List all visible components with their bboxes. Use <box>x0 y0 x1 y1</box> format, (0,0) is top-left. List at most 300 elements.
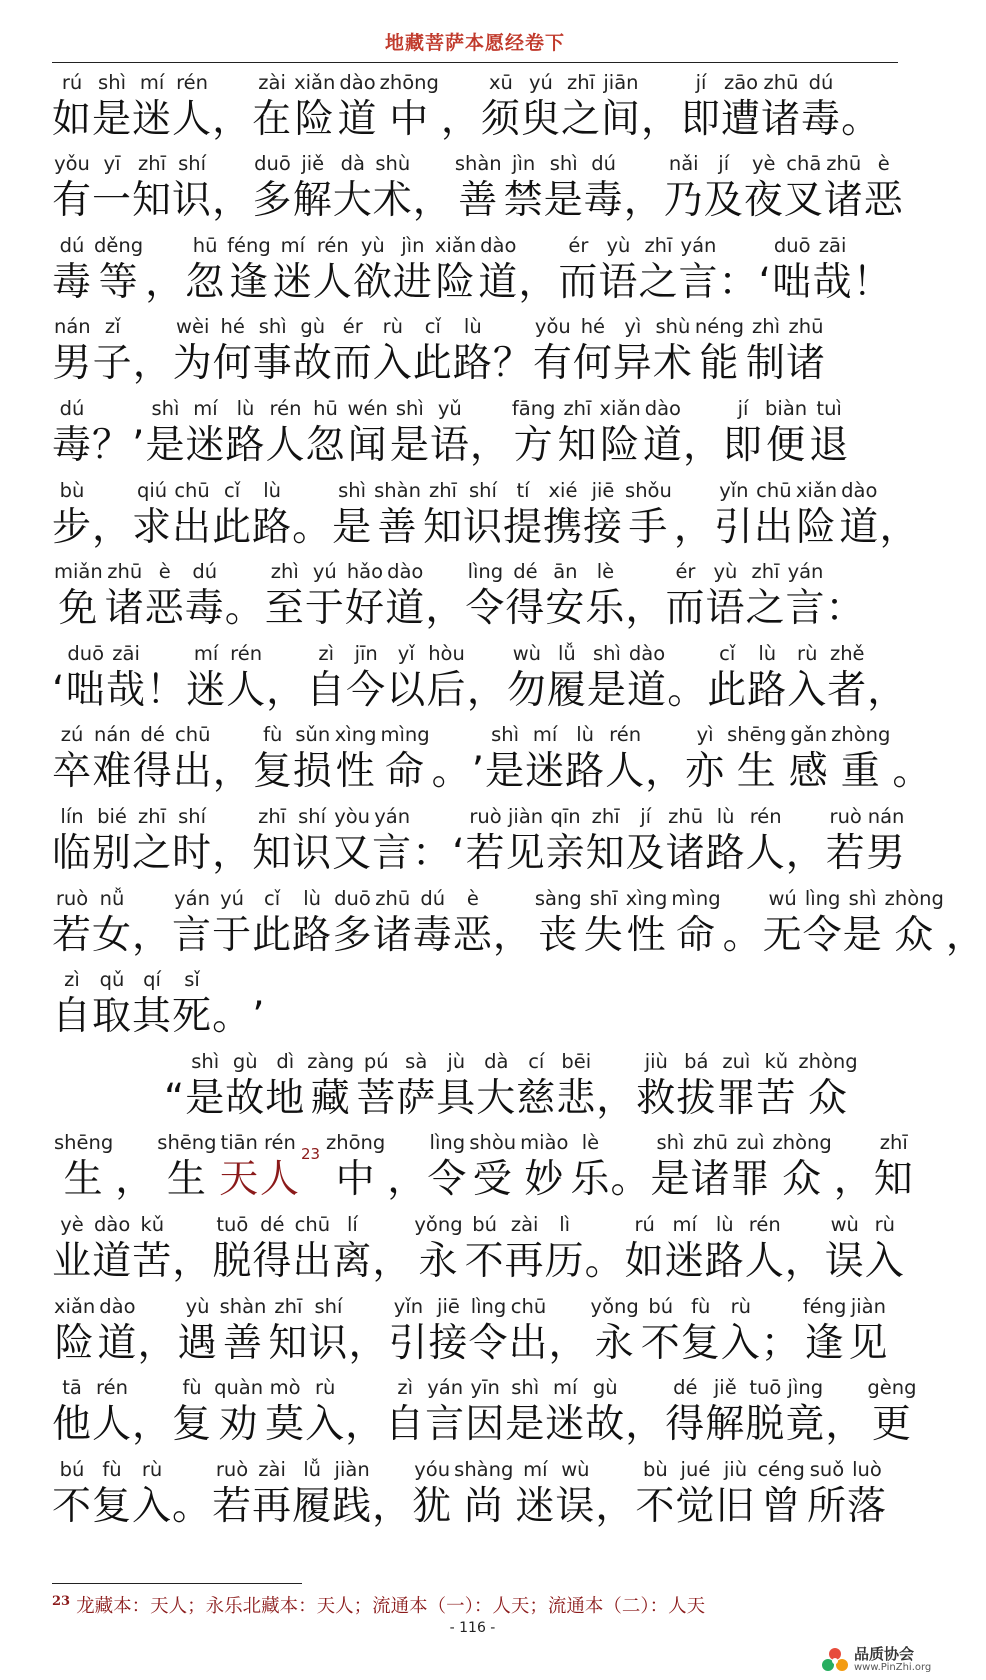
hanzi: 出 <box>508 1320 549 1366</box>
char-group <box>92 153 132 227</box>
pinyin <box>603 1214 607 1236</box>
hanzi: 诸 <box>690 1157 731 1203</box>
hanzi: 险 <box>54 1320 95 1366</box>
hanzi: 迷 <box>185 422 226 468</box>
hanzi: 生 <box>166 1157 207 1203</box>
char-group <box>292 806 332 880</box>
char-group <box>186 643 226 717</box>
pinyin: zàng <box>307 1049 355 1073</box>
pinyin: jiě <box>301 152 325 176</box>
pinyin: chū <box>174 723 211 747</box>
hanzi: ’ <box>132 422 146 468</box>
hanzi: 妙 <box>524 1157 565 1203</box>
char-group <box>423 480 463 554</box>
char-group <box>332 1214 372 1288</box>
pinyin <box>692 480 696 502</box>
pinyin: dé <box>140 723 165 747</box>
char-group <box>292 72 337 146</box>
pinyin: xìng <box>334 723 377 747</box>
char-group <box>705 561 745 635</box>
hanzi: 道 <box>478 259 519 305</box>
char-group <box>848 1296 888 1370</box>
pinyin: yī <box>103 152 121 176</box>
hanzi: 言 <box>425 1402 466 1448</box>
char-group <box>853 235 893 309</box>
hanzi: 恶 <box>452 912 493 958</box>
watermark-url: www.PinZhi.org <box>854 1662 932 1673</box>
char-group <box>557 398 597 472</box>
char-group <box>173 316 213 390</box>
char-group <box>801 1296 849 1370</box>
hanzi: ： <box>825 586 866 632</box>
pinyin <box>511 888 515 910</box>
pinyin <box>310 480 314 502</box>
pinyin: bá <box>684 1049 709 1073</box>
hanzi: 罪 <box>716 1075 757 1121</box>
char-group <box>346 643 386 717</box>
char-group <box>132 806 172 880</box>
pinyin: dào <box>94 1212 131 1236</box>
char-group <box>185 398 225 472</box>
pinyin <box>163 235 167 257</box>
pinyin <box>511 316 515 338</box>
pinyin <box>257 969 261 991</box>
pinyin: bù <box>643 1457 668 1481</box>
hanzi: ， <box>518 259 559 305</box>
hanzi: ， <box>212 749 253 795</box>
char-group <box>595 1459 635 1533</box>
hanzi: 人 <box>226 667 267 713</box>
pinyin: nán <box>54 315 91 339</box>
hanzi: 其 <box>132 994 173 1040</box>
hanzi: 进 <box>392 259 433 305</box>
char-group <box>465 1377 505 1451</box>
footnote-ref[interactable]: 23 <box>300 1144 321 1163</box>
char-group <box>865 1214 905 1288</box>
text-line <box>52 1043 912 1125</box>
hanzi: 入 <box>720 1320 761 1366</box>
hanzi: 苦 <box>756 1075 797 1121</box>
pinyin: cǐ <box>264 886 281 910</box>
pinyin: gù <box>300 315 326 339</box>
char-group <box>545 1214 585 1288</box>
hanzi: 。 <box>892 749 933 795</box>
char-group <box>704 153 744 227</box>
pinyin: duō <box>773 233 811 257</box>
char-group <box>252 969 265 1043</box>
char-group <box>413 153 453 227</box>
char-group <box>493 888 533 962</box>
pinyin: fāng <box>511 396 556 420</box>
pinyin <box>164 643 168 665</box>
char-group <box>626 806 666 880</box>
char-group <box>847 1459 887 1533</box>
char-group <box>164 1051 185 1125</box>
pinyin: mò <box>269 1376 301 1400</box>
char-group <box>597 398 642 472</box>
char-group <box>172 1377 212 1451</box>
hanzi: 言 <box>785 586 826 632</box>
text-line <box>52 1125 912 1207</box>
pinyin: cí <box>528 1049 545 1073</box>
pinyin: wèi <box>176 315 210 339</box>
char-group <box>252 888 292 962</box>
pinyin: yú <box>220 886 245 910</box>
char-group <box>372 806 412 880</box>
hanzi: 知 <box>873 1157 914 1203</box>
hanzi: 履 <box>546 667 587 713</box>
text-line <box>52 64 912 146</box>
hanzi: 难 <box>92 749 133 795</box>
char-group <box>52 235 92 309</box>
hanzi: 方 <box>513 422 554 468</box>
char-group <box>467 1132 518 1206</box>
pinyin: jiù <box>644 1049 668 1073</box>
hanzi: 手 <box>628 504 669 550</box>
pinyin: zhī <box>644 233 673 257</box>
char-group <box>292 1459 332 1533</box>
char-group <box>172 888 212 962</box>
hanzi: 有 <box>532 341 573 387</box>
hanzi: 事 <box>252 341 293 387</box>
pinyin: mí <box>532 723 558 747</box>
pinyin: shì <box>395 396 424 420</box>
char-group <box>801 72 841 146</box>
char-group <box>525 724 565 798</box>
char-group <box>543 480 583 554</box>
char-group <box>796 1051 859 1125</box>
pinyin <box>910 724 914 746</box>
char-group <box>306 398 346 472</box>
char-group <box>52 1377 92 1451</box>
char-group <box>293 724 333 798</box>
text-line <box>52 798 912 880</box>
char-group <box>746 806 786 880</box>
hanzi: 今 <box>346 667 387 713</box>
pinyin: lè <box>596 560 615 584</box>
char-group <box>503 480 543 554</box>
char-group <box>807 1459 847 1533</box>
pinyin: xiǎn <box>599 396 641 420</box>
char-group <box>665 561 705 635</box>
char-group <box>185 235 225 309</box>
hanzi: 道 <box>627 667 668 713</box>
pinyin: lìng <box>429 1131 466 1155</box>
hanzi: ‘ <box>452 830 466 876</box>
char-group <box>718 235 758 309</box>
pinyin: yǒng <box>414 1212 463 1236</box>
hanzi: ， <box>640 96 681 142</box>
hanzi: 失 <box>583 912 624 958</box>
char-group <box>219 1132 260 1206</box>
hanzi: ， <box>172 1238 213 1284</box>
hanzi: 因 <box>465 1402 506 1448</box>
hanzi: 子 <box>92 341 133 387</box>
hanzi: 苦 <box>132 1238 173 1284</box>
pinyin: děng <box>94 233 144 257</box>
char-group <box>378 724 431 798</box>
text-line <box>52 1288 912 1370</box>
hanzi: ： <box>718 259 759 305</box>
char-group <box>252 480 292 554</box>
hanzi: 藏 <box>310 1075 351 1121</box>
pinyin: qǔ <box>99 968 125 992</box>
char-group <box>52 1296 97 1370</box>
hanzi: 而 <box>332 341 373 387</box>
char-group <box>476 1051 516 1125</box>
header-divider <box>52 62 898 63</box>
pinyin: zhòng <box>884 886 944 910</box>
pinyin: hū <box>192 233 218 257</box>
pinyin: shì <box>592 641 621 665</box>
char-group <box>669 888 722 962</box>
hanzi: 诸 <box>761 96 802 142</box>
pinyin: kǔ <box>764 1049 789 1073</box>
hanzi: 免 <box>58 586 99 632</box>
char-group <box>265 1377 305 1451</box>
hanzi: 道 <box>385 586 426 632</box>
pinyin: wén <box>347 396 388 420</box>
hanzi: ， <box>833 1157 874 1203</box>
pinyin: yǒu <box>54 152 90 176</box>
pinyin <box>844 561 848 583</box>
char-group <box>356 1051 396 1125</box>
hanzi: 有 <box>52 178 93 224</box>
hanzi: 业 <box>52 1238 93 1284</box>
hanzi: ， <box>548 1320 589 1366</box>
char-group <box>555 1459 595 1533</box>
hanzi: 恶 <box>863 178 904 224</box>
hanzi: 女 <box>92 912 133 958</box>
hanzi: 死 <box>172 994 213 1040</box>
hanzi: ， <box>645 749 686 795</box>
pinyin: dú <box>808 70 834 94</box>
pinyin: zhū <box>668 804 704 828</box>
char-group <box>839 480 879 554</box>
hanzi: 得 <box>505 586 546 632</box>
hanzi: 引 <box>388 1320 429 1366</box>
pinyin: tuì <box>816 396 842 420</box>
pinyin: hòu <box>428 641 465 665</box>
hanzi: 临 <box>52 830 93 876</box>
char-group <box>52 806 92 880</box>
char-group <box>705 1377 745 1451</box>
text-line <box>52 1206 912 1288</box>
hanzi: ， <box>92 504 133 550</box>
char-group <box>834 1132 874 1206</box>
hanzi: 迷 <box>186 667 227 713</box>
pinyin: shòu <box>469 1131 517 1155</box>
hanzi: 毒 <box>184 586 225 632</box>
hanzi: 知 <box>585 830 626 876</box>
char-group <box>427 1132 467 1206</box>
char-group <box>809 398 849 472</box>
hanzi: 迷 <box>664 1238 705 1284</box>
pinyin <box>230 806 234 828</box>
char-group <box>92 1377 132 1451</box>
char-group <box>441 72 481 146</box>
char-group <box>493 316 533 390</box>
char-group <box>426 643 467 717</box>
char-group <box>625 1377 665 1451</box>
pinyin: cǐ <box>719 641 736 665</box>
char-group <box>332 480 372 554</box>
pinyin: zhū <box>788 315 824 339</box>
hanzi: 。 <box>212 994 253 1040</box>
char-group <box>723 888 763 962</box>
pinyin <box>643 561 647 583</box>
pinyin: xiǎn <box>434 233 477 257</box>
pinyin <box>57 643 61 665</box>
hanzi: 道 <box>642 422 683 468</box>
text-line <box>52 1370 917 1452</box>
char-group <box>115 1132 155 1206</box>
hanzi: ， <box>825 1402 866 1448</box>
hanzi: 若 <box>52 912 93 958</box>
pinyin <box>701 398 705 420</box>
char-group <box>292 1214 332 1288</box>
pinyin: dào <box>841 478 878 502</box>
hanzi: 历 <box>544 1238 585 1284</box>
pinyin: bú <box>472 1212 497 1236</box>
char-group <box>510 398 558 472</box>
hanzi: 毒 <box>52 259 93 305</box>
char-group <box>385 1377 425 1451</box>
char-group <box>345 1377 385 1451</box>
pinyin: chū <box>756 478 792 502</box>
pinyin: yǔ <box>437 396 462 420</box>
char-group <box>52 969 92 1043</box>
hanzi: 接 <box>428 1320 469 1366</box>
pinyin <box>133 1132 137 1154</box>
char-group <box>305 561 345 635</box>
char-group <box>545 561 585 635</box>
pinyin: nǎi <box>668 152 699 176</box>
hanzi: ？ <box>92 422 133 468</box>
char-group <box>425 1377 465 1451</box>
hanzi: ， <box>212 830 253 876</box>
char-group <box>515 1459 555 1533</box>
hanzi: 知 <box>132 178 173 224</box>
hanzi: 路 <box>292 912 333 958</box>
char-group <box>584 888 624 962</box>
char-group <box>172 153 212 227</box>
hanzi: 便 <box>766 422 807 468</box>
pinyin <box>430 806 434 828</box>
char-group <box>348 1296 388 1370</box>
char-group <box>212 153 252 227</box>
hanzi: 乐 <box>585 586 626 632</box>
hanzi: 此 <box>252 912 293 958</box>
pinyin: dà <box>340 152 365 176</box>
hanzi: ， <box>266 667 307 713</box>
hanzi: ， <box>784 1238 825 1284</box>
hanzi: 出 <box>172 504 213 550</box>
pinyin: ér <box>568 233 589 257</box>
pinyin: miǎn <box>54 560 103 584</box>
char-group <box>826 561 866 635</box>
pinyin <box>964 888 968 910</box>
pinyin: lù <box>303 886 321 910</box>
pinyin: rén <box>176 70 209 94</box>
hanzi: 险 <box>796 504 837 550</box>
char-group <box>521 72 561 146</box>
hanzi: 更 <box>871 1402 912 1448</box>
char-group <box>756 1051 796 1125</box>
pinyin: shàn <box>374 478 421 502</box>
pinyin: zhī <box>751 560 780 584</box>
char-group <box>52 561 105 635</box>
hanzi: 人 <box>172 96 213 142</box>
char-group <box>556 1051 596 1125</box>
char-group <box>596 1051 636 1125</box>
hanzi: 险 <box>435 259 476 305</box>
hanzi: ， <box>212 178 253 224</box>
hanzi: 于 <box>212 912 253 958</box>
pinyin: mí <box>139 70 165 94</box>
hanzi: 路 <box>704 1238 745 1284</box>
pinyin: zhī <box>563 396 592 420</box>
char-group <box>706 806 746 880</box>
pinyin: zài <box>258 70 286 94</box>
hanzi: 亦 <box>685 749 726 795</box>
pinyin: zài <box>510 1212 539 1236</box>
pinyin: hé <box>580 315 606 339</box>
hanzi: 术 <box>652 341 693 387</box>
char-group <box>714 480 754 554</box>
hanzi: 入 <box>864 1238 905 1284</box>
hanzi: 救 <box>636 1075 677 1121</box>
hanzi: 故 <box>585 1402 626 1448</box>
char-group <box>132 969 172 1043</box>
pinyin: è <box>877 152 890 176</box>
hanzi: 之 <box>638 259 679 305</box>
pinyin: nán <box>94 723 131 747</box>
pinyin <box>137 398 141 420</box>
pinyin: jiān <box>603 70 639 94</box>
hanzi: 令 <box>468 1320 509 1366</box>
hanzi: 毒 <box>52 422 93 468</box>
hanzi: 脱 <box>745 1402 786 1448</box>
char-group <box>396 1051 436 1125</box>
pinyin: bú <box>648 1294 674 1318</box>
pinyin: yù <box>713 560 738 584</box>
char-group <box>825 1377 865 1451</box>
pinyin: chū <box>294 1212 331 1236</box>
char-group <box>92 806 132 880</box>
pinyin: dà <box>484 1049 509 1073</box>
char-group <box>771 1132 834 1206</box>
char-group <box>715 1459 755 1533</box>
hanzi: 落 <box>846 1483 887 1529</box>
hanzi: 知 <box>422 504 463 550</box>
pinyin: lù <box>263 478 281 502</box>
char-group <box>212 888 252 962</box>
char-group <box>693 316 746 390</box>
pinyin: zhī <box>138 804 167 828</box>
char-group <box>453 316 493 390</box>
char-group <box>293 316 333 390</box>
pinyin: rú <box>61 70 83 94</box>
char-group <box>518 1132 570 1206</box>
hanzi: 哉 <box>812 259 853 305</box>
pinyin: jí <box>737 396 749 420</box>
char-group <box>755 1459 806 1533</box>
pinyin <box>663 724 667 746</box>
hanzi: 异 <box>612 341 653 387</box>
pinyin: gù <box>592 1376 618 1400</box>
hanzi: 复 <box>252 749 293 795</box>
